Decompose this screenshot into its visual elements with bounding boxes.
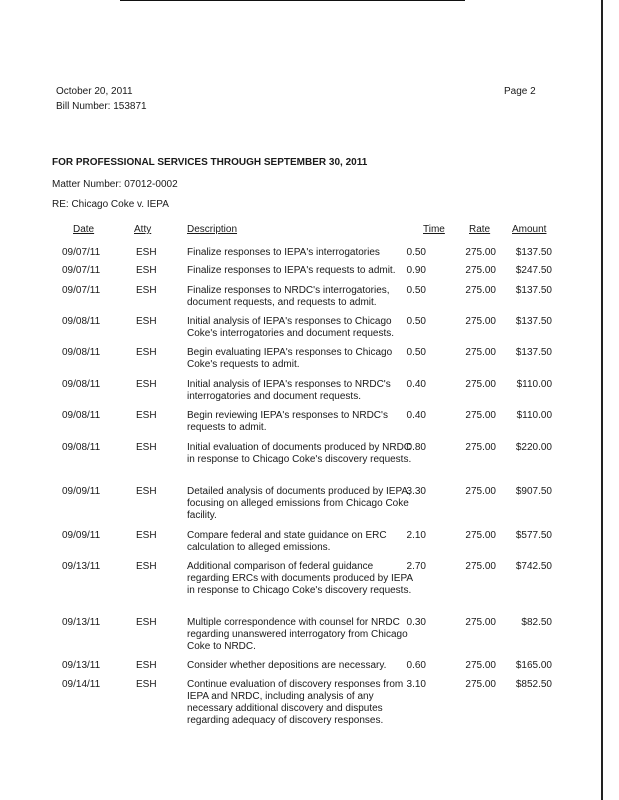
entry-time: 0.50 xyxy=(406,285,426,296)
entry-amount: $742.50 xyxy=(515,561,552,572)
entry-description: Initial evaluation of documents produced by NRDC in response to Chicago Coke's discovery requests. xyxy=(187,442,412,465)
entry-date: 09/07/11 xyxy=(62,285,101,296)
re-line: RE: Chicago Coke v. IEPA xyxy=(52,199,169,210)
entry-rate: 275.00 xyxy=(465,379,496,390)
entry-atty: ESH xyxy=(136,247,157,258)
entry-rate: 275.00 xyxy=(465,347,496,358)
entry-date: 09/08/11 xyxy=(62,347,101,358)
entry-date: 09/09/11 xyxy=(62,530,101,541)
entry-description: Compare federal and state guidance on ERC calculation to alleged emissions. xyxy=(187,530,387,553)
page-number: Page 2 xyxy=(504,86,536,97)
entry-atty: ESH xyxy=(136,486,157,497)
matter-number: Matter Number: 07012-0002 xyxy=(52,179,178,190)
entry-atty: ESH xyxy=(136,530,157,541)
entry-amount: $137.50 xyxy=(515,247,552,258)
column-header-atty: Atty xyxy=(134,224,152,235)
entry-description: Finalize responses to IEPA's interrogatories xyxy=(187,247,380,258)
entry-time: 0.60 xyxy=(406,660,426,671)
entry-date: 09/08/11 xyxy=(62,316,101,327)
entry-atty: ESH xyxy=(136,561,157,572)
entry-date: 09/14/11 xyxy=(62,679,101,690)
entry-time: 0.50 xyxy=(406,316,426,327)
entry-date: 09/13/11 xyxy=(62,617,101,628)
entry-atty: ESH xyxy=(136,265,157,276)
entry-rate: 275.00 xyxy=(465,660,496,671)
entry-atty: ESH xyxy=(136,679,157,690)
entry-amount: $220.00 xyxy=(515,442,552,453)
entry-amount: $82.50 xyxy=(521,617,552,628)
entry-time: 2.10 xyxy=(406,530,426,541)
column-header-description: Description xyxy=(187,224,238,235)
entry-time: 0.80 xyxy=(406,442,426,453)
entry-date: 09/09/11 xyxy=(62,486,101,497)
entry-atty: ESH xyxy=(136,347,157,358)
right-edge-line xyxy=(601,0,603,800)
entry-time: 2.70 xyxy=(406,561,426,572)
entry-atty: ESH xyxy=(136,660,157,671)
entry-rate: 275.00 xyxy=(465,316,496,327)
entry-rate: 275.00 xyxy=(465,617,496,628)
entry-amount: $137.50 xyxy=(515,347,552,358)
letter-date: October 20, 2011 xyxy=(56,86,133,97)
entry-amount: $137.50 xyxy=(515,316,552,327)
entry-amount: $852.50 xyxy=(515,679,552,690)
entry-atty: ESH xyxy=(136,617,157,628)
entry-description: Finalize responses to NRDC's interrogatories, document requests, and requests to admit. xyxy=(187,285,390,308)
top-edge-line xyxy=(120,0,465,1)
entry-time: 0.90 xyxy=(406,265,426,276)
entry-atty: ESH xyxy=(136,285,157,296)
entry-amount: $137.50 xyxy=(515,285,552,296)
entry-description: Detailed analysis of documents produced by IEPA, focusing on alleged emissions from Chicago Coke facility. xyxy=(187,486,411,521)
entry-atty: ESH xyxy=(136,410,157,421)
entry-amount: $110.00 xyxy=(516,379,552,390)
entry-rate: 275.00 xyxy=(465,561,496,572)
entry-time: 0.30 xyxy=(406,617,426,628)
entry-amount: $247.50 xyxy=(515,265,552,276)
entry-rate: 275.00 xyxy=(465,486,496,497)
entry-amount: $577.50 xyxy=(515,530,552,541)
entry-description: Continue evaluation of discovery responses from IEPA and NRDC, including analysis of any necessary additional discovery and disputes regarding adequacy of discovery responses. xyxy=(187,679,404,726)
entry-date: 09/07/11 xyxy=(62,265,101,276)
entry-time: 0.50 xyxy=(406,247,426,258)
entry-amount: $907.50 xyxy=(515,486,552,497)
entry-description: Multiple correspondence with counsel for NRDC regarding unanswered interrogatory from Chicago Coke to NRDC. xyxy=(187,617,408,652)
entry-date: 09/07/11 xyxy=(62,247,101,258)
entry-rate: 275.00 xyxy=(465,285,496,296)
entry-atty: ESH xyxy=(136,442,157,453)
entry-rate: 275.00 xyxy=(465,530,496,541)
entry-date: 09/08/11 xyxy=(62,379,101,390)
column-header-rate: Rate xyxy=(469,224,491,235)
entry-atty: ESH xyxy=(136,316,157,327)
entry-amount: $165.00 xyxy=(515,660,552,671)
entry-rate: 275.00 xyxy=(465,247,496,258)
entry-time: 0.40 xyxy=(406,410,426,421)
entry-date: 09/13/11 xyxy=(62,660,101,671)
entry-description: Begin reviewing IEPA's responses to NRDC's requests to admit. xyxy=(187,410,388,433)
entry-date: 09/08/11 xyxy=(62,442,101,453)
entry-date: 09/08/11 xyxy=(62,410,101,421)
entry-time: 3.10 xyxy=(406,679,426,690)
entry-date: 09/13/11 xyxy=(62,561,101,572)
entry-rate: 275.00 xyxy=(465,410,496,421)
column-header-time: Time xyxy=(423,224,445,235)
entry-time: 0.50 xyxy=(406,347,426,358)
column-header-amount: Amount xyxy=(512,224,547,235)
entry-description: Consider whether depositions are necessary. xyxy=(187,660,387,671)
entry-description: Finalize responses to IEPA's requests to admit. xyxy=(187,265,396,276)
services-heading: FOR PROFESSIONAL SERVICES THROUGH SEPTEMBER 30, 2011 xyxy=(52,157,368,168)
entry-time: 3.30 xyxy=(406,486,426,497)
entry-rate: 275.00 xyxy=(465,679,496,690)
entry-amount: $110.00 xyxy=(516,410,552,421)
entry-description: Initial analysis of IEPA's responses to NRDC's interrogatories and document requests. xyxy=(187,379,391,402)
bill-number: Bill Number: 153871 xyxy=(56,101,147,112)
entry-description: Additional comparison of federal guidance regarding ERCs with documents produced by IEPA in response to Chicago Coke's discovery requests. xyxy=(187,561,413,596)
entry-rate: 275.00 xyxy=(465,265,496,276)
entry-description: Begin evaluating IEPA's responses to Chicago Coke's requests to admit. xyxy=(187,347,393,370)
entry-rate: 275.00 xyxy=(465,442,496,453)
entry-description: Initial analysis of IEPA's responses to Chicago Coke's interrogatories and document requests. xyxy=(187,316,395,339)
entry-atty: ESH xyxy=(136,379,157,390)
entry-time: 0.40 xyxy=(406,379,426,390)
column-header-date: Date xyxy=(73,224,95,235)
